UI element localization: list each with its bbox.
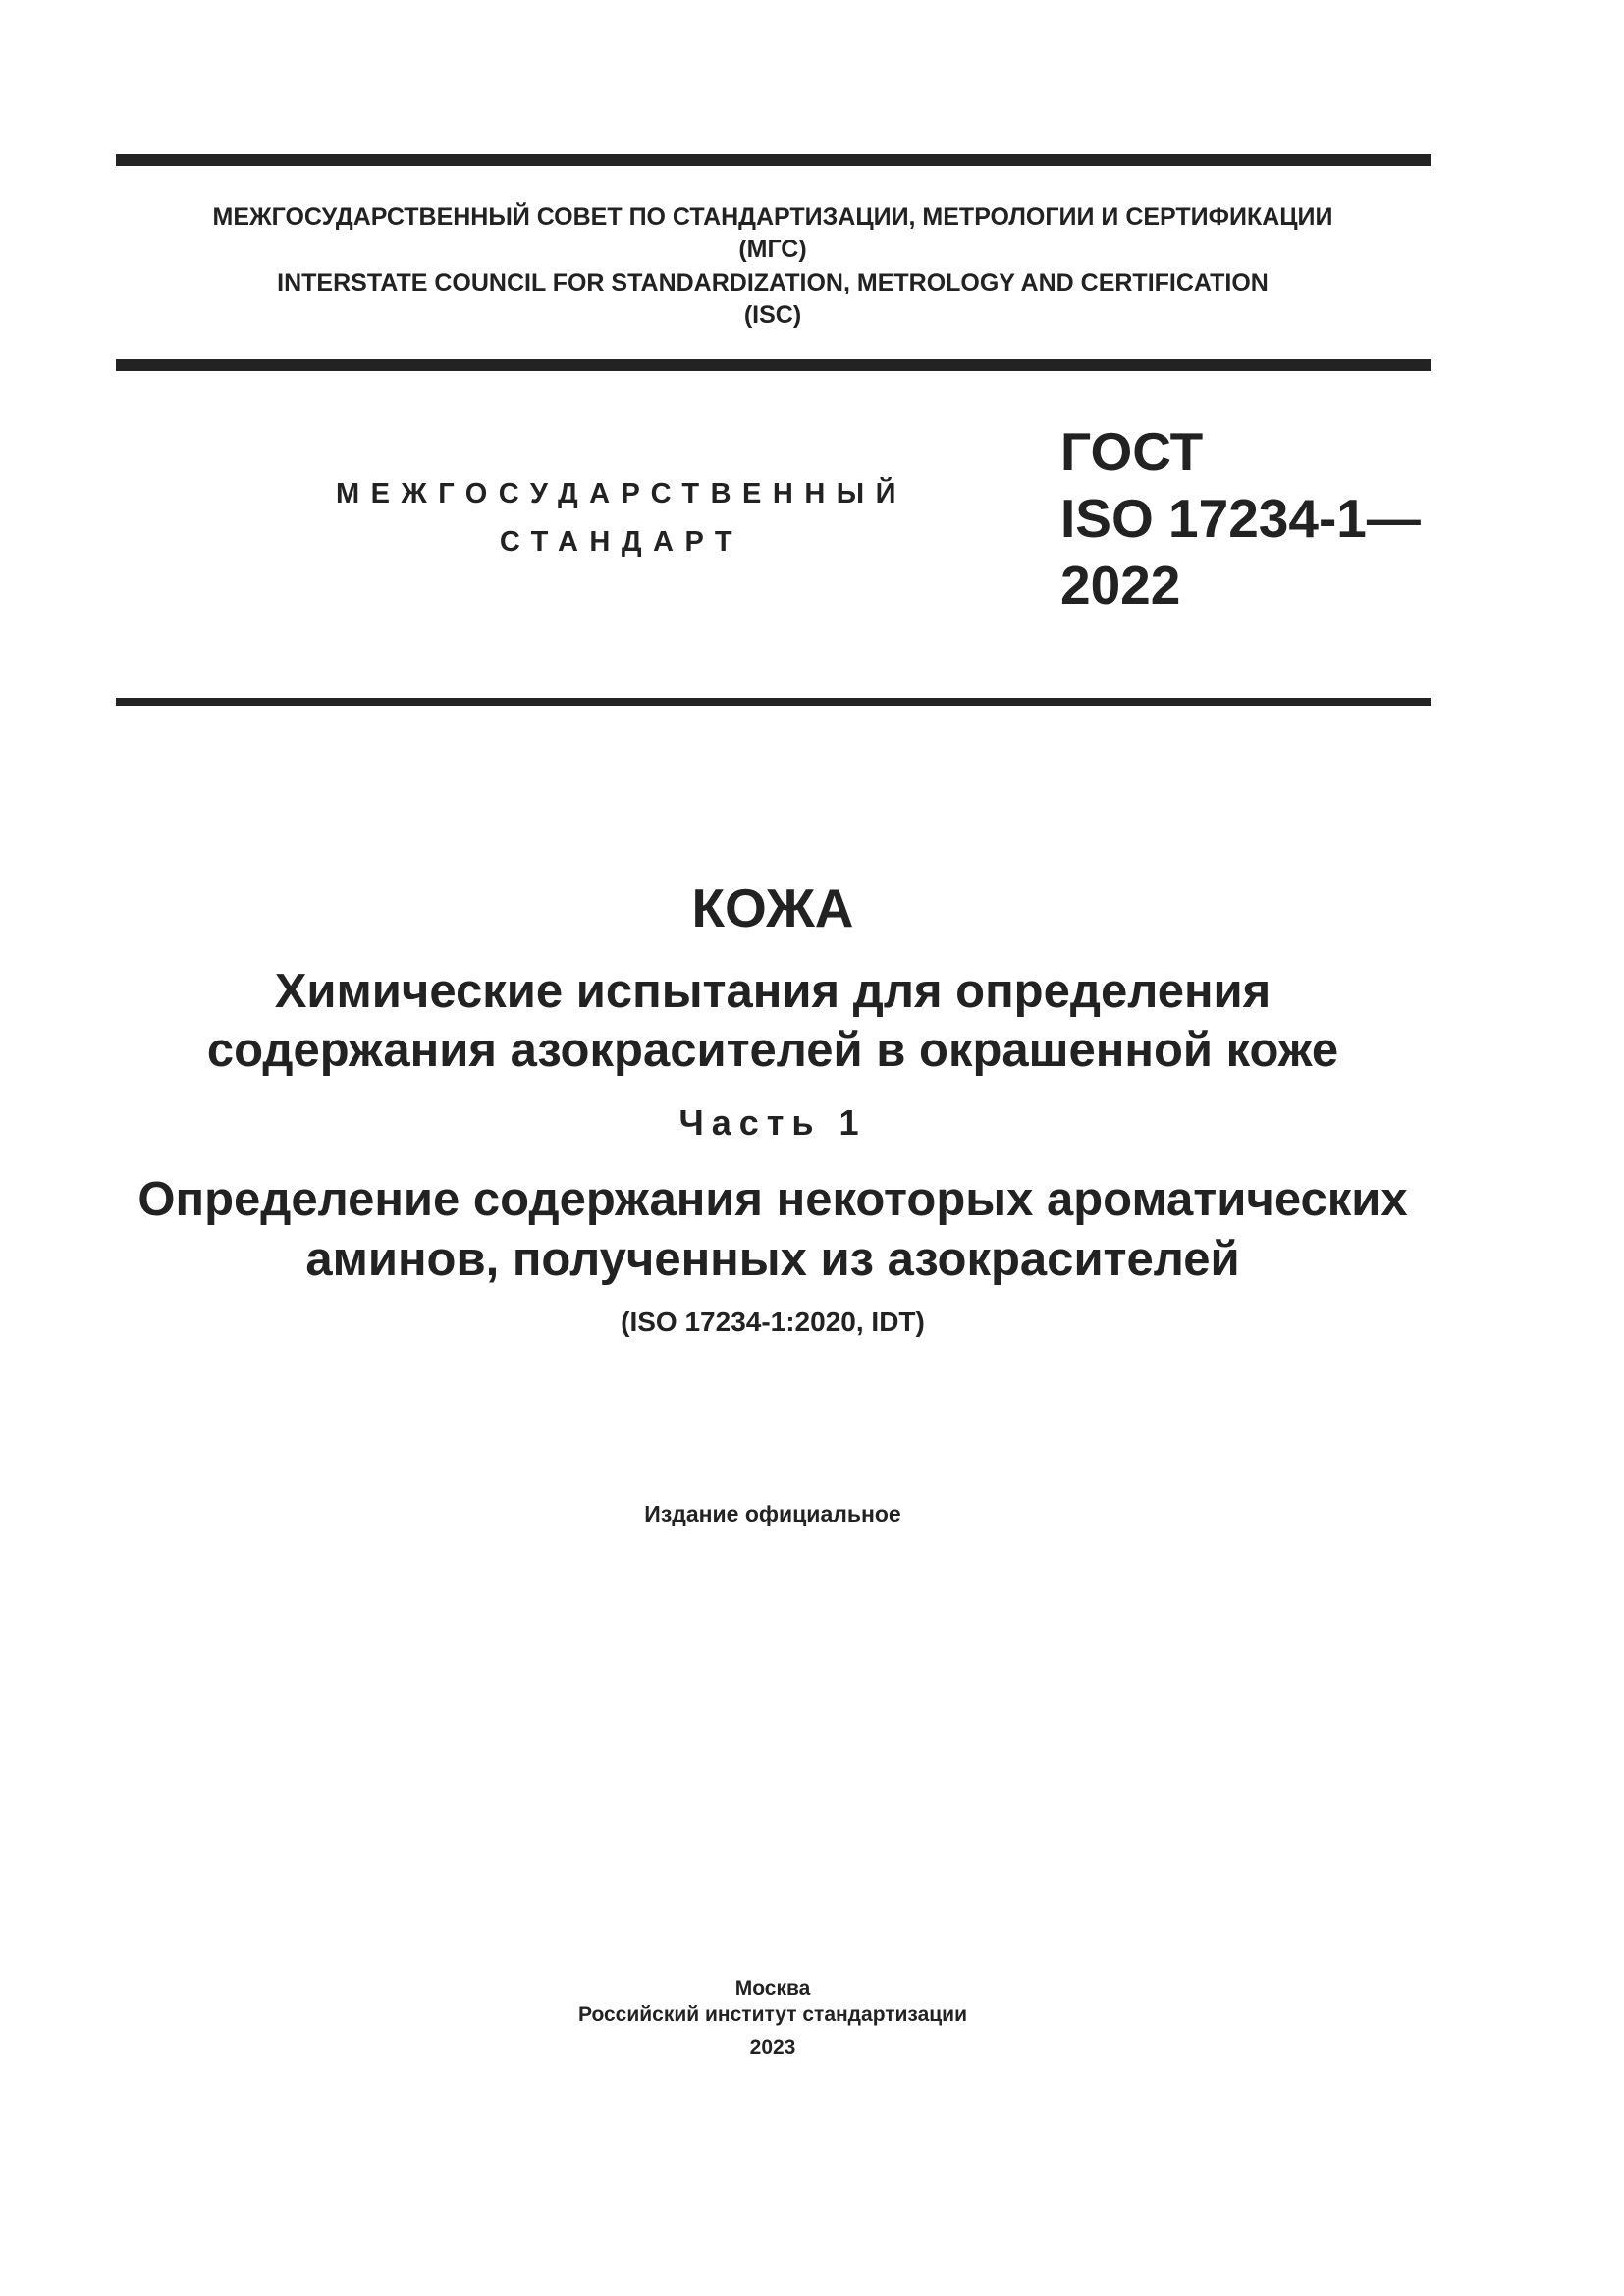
designation-gost: ГОСТ	[1060, 421, 1204, 482]
standard-type-line1: МЕЖГОСУДАРСТВЕННЫЙ	[335, 478, 908, 509]
designation-year: 2022	[1060, 555, 1181, 615]
designation-number: ISO 17234-1—	[1060, 488, 1421, 549]
document-subtitle-line1: Химические испытания для определения	[274, 965, 1272, 1018]
publisher-organization: Российский институт стандартизации	[577, 2003, 968, 2026]
council-name-ru: МЕЖГОСУДАРСТВЕННЫЙ СОВЕТ ПО СТАНДАРТИЗАЦИИ, МЕТРОЛОГИИ И СЕРТИФИКАЦИИ	[212, 203, 1333, 231]
council-abbr-en: (ISC)	[743, 301, 802, 329]
part-title-line1: Определение содержания некоторых ароматических	[137, 1173, 1408, 1226]
part-number: Часть 1	[678, 1102, 867, 1143]
edition-label: Издание официальное	[644, 1501, 901, 1526]
document-title: КОЖА	[691, 878, 854, 938]
top-rule	[116, 154, 1431, 166]
publisher-city: Москва	[734, 1977, 811, 2000]
council-name-en: INTERSTATE COUNCIL FOR STANDARDIZATION, METROLOGY AND CERTIFICATION	[277, 269, 1269, 296]
designation-divider	[116, 698, 1431, 706]
document-subtitle-line2: содержания азокрасителей в окрашенной коже	[206, 1024, 1339, 1077]
iso-reference: (ISO 17234-1:2020, IDT)	[621, 1307, 925, 1337]
council-abbr-ru: (МГС)	[738, 236, 807, 263]
publication-year: 2023	[749, 2036, 796, 2058]
part-title-line2: аминов, полученных из азокрасителей	[305, 1233, 1240, 1286]
header-divider	[116, 359, 1431, 371]
standard-type-line2: СТАНДАРТ	[499, 526, 744, 558]
